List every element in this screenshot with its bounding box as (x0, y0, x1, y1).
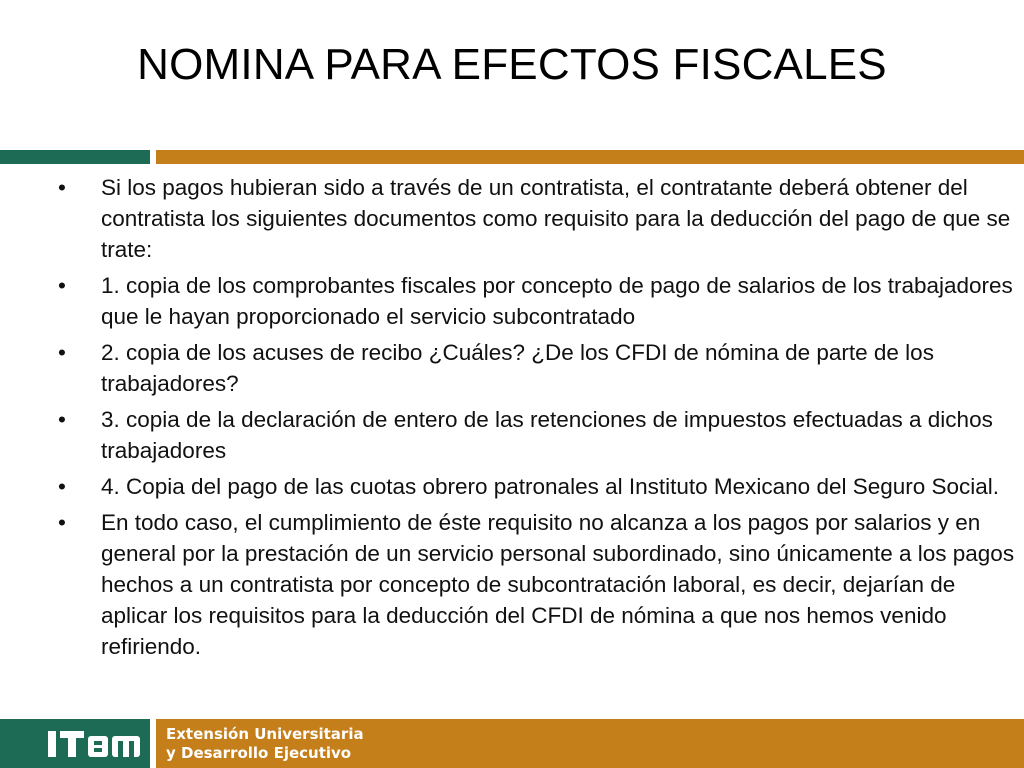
bullet-text: Si los pagos hubieran sido a través de un contratista, el contratante deberá obtener del contratista los siguientes documentos como requisito para la deducción del pago de que se trate: (101, 175, 1011, 262)
bullet-text: 3. copia de la declaración de entero de las retenciones de impuestos efectuadas a dichos trabajadores (101, 407, 993, 463)
bullet-item (55, 471, 1015, 502)
footer-logo-block (0, 719, 150, 768)
bullet-marker: • (58, 407, 66, 432)
bullet-list (55, 172, 1015, 667)
footer-divider (150, 719, 156, 768)
footer-bar (0, 719, 1024, 768)
bullet-text: 1. copia de los comprobantes fiscales por concepto de pago de salarios de los trabajadores que le hayan proporcionado el servicio subcontratado (101, 273, 1013, 329)
title-rule-gold (156, 150, 1024, 164)
itam-logo (48, 731, 140, 757)
footer-line-2: y Desarrollo Ejecutivo (166, 744, 352, 762)
footer-line-1: Extensión Universitaria (166, 725, 364, 743)
bullet-marker: • (58, 340, 66, 365)
bullet-marker: • (58, 474, 66, 499)
title-rule-green (0, 150, 150, 164)
bullet-text: En todo caso, el cumplimiento de éste requisito no alcanza a los pagos por salarios y en general por la prestación de un servicio personal subordinado, sino únicamente a los pagos hechos a un contratista por concepto de subcontratación laboral, es decir, dejarían de aplicar los requisitos para la deducción del CFDI de nómina a que nos hemos venido refiriendo. (101, 510, 1015, 659)
footer-caption (166, 725, 364, 763)
bullet-item (55, 172, 1015, 265)
bullet-text: 2. copia de los acuses de recibo ¿Cuáles? ¿De los CFDI de nómina de parte de los trabajadores? (101, 340, 934, 396)
bullet-marker: • (58, 273, 66, 298)
bullet-item (55, 404, 1015, 466)
bullet-marker: • (58, 510, 66, 535)
bullet-item (55, 270, 1015, 332)
slide-title: NOMINA PARA EFECTOS FISCALES (137, 40, 887, 89)
bullet-text: 4. Copia del pago de las cuotas obrero patronales al Instituto Mexicano del Seguro Social. (101, 474, 1000, 499)
bullet-marker: • (58, 175, 66, 200)
bullet-item (55, 507, 1015, 662)
bullet-item (55, 337, 1015, 399)
